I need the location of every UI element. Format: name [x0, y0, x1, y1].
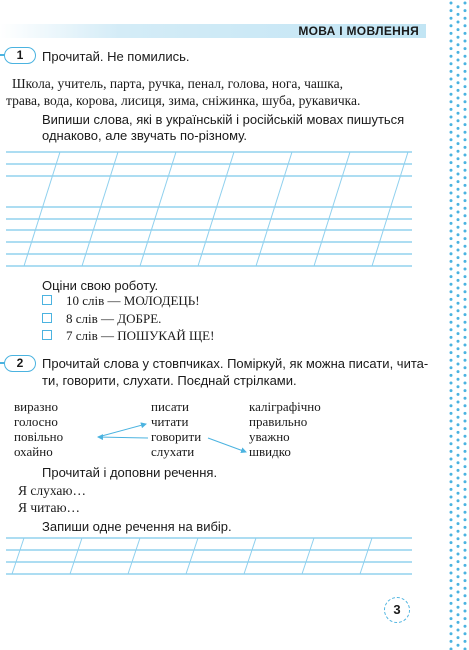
- border-dot: [457, 302, 460, 305]
- sentence-2: Я читаю…: [18, 500, 81, 515]
- writing-lines-2[interactable]: [0, 534, 420, 582]
- border-dot: [464, 556, 467, 559]
- border-dot: [457, 583, 460, 586]
- border-dot: [464, 275, 467, 278]
- adverb-word: виразно: [14, 399, 58, 414]
- border-dot: [450, 245, 453, 248]
- verb-word: говорити: [151, 429, 202, 444]
- border-dot: [457, 43, 460, 46]
- border-dot: [457, 36, 460, 39]
- border-dot: [450, 93, 453, 96]
- border-dot: [464, 154, 467, 157]
- border-dot: [450, 62, 453, 65]
- grade-label-2: 8 слів — ДОБРЕ.: [66, 311, 162, 326]
- border-dot: [450, 32, 453, 35]
- border-dot: [450, 359, 453, 362]
- border-dot: [457, 469, 460, 472]
- example-arrows: [0, 395, 300, 465]
- adverb-word: охайно: [14, 444, 53, 459]
- border-dot: [464, 260, 467, 263]
- border-dot: [450, 108, 453, 111]
- border-dot: [464, 366, 467, 369]
- border-dot: [457, 28, 460, 31]
- border-dot: [464, 70, 467, 73]
- border-dot: [450, 260, 453, 263]
- border-dot: [450, 442, 453, 445]
- border-dot: [464, 549, 467, 552]
- border-dot: [464, 17, 467, 20]
- sentence-1: Я слухаю…: [18, 483, 87, 498]
- border-dot: [450, 382, 453, 385]
- border-dot: [464, 541, 467, 544]
- border-dot: [457, 66, 460, 69]
- border-dot: [457, 249, 460, 252]
- border-dot: [450, 397, 453, 400]
- border-dot: [457, 241, 460, 244]
- border-dot: [457, 135, 460, 138]
- border-dot: [450, 230, 453, 233]
- word-list-line2: трава, вода, корова, лисиця, зима, сніжинка, шуба, рукавичка.: [6, 93, 361, 108]
- border-dot: [464, 85, 467, 88]
- border-dot: [450, 55, 453, 58]
- border-dot: [457, 104, 460, 107]
- border-dot: [450, 78, 453, 81]
- border-dot: [464, 382, 467, 385]
- grade-checkbox-3[interactable]: [42, 330, 52, 340]
- border-dot: [450, 199, 453, 202]
- border-dot: [457, 537, 460, 540]
- grade-checkbox-2[interactable]: [42, 313, 52, 323]
- border-dot: [450, 473, 453, 476]
- border-dot: [464, 579, 467, 582]
- border-dot: [464, 290, 467, 293]
- border-dot: [450, 541, 453, 544]
- border-dot: [464, 473, 467, 476]
- border-dot: [450, 268, 453, 271]
- border-dot: [450, 427, 453, 430]
- border-dot: [457, 591, 460, 594]
- border-dot: [450, 306, 453, 309]
- border-dot: [450, 138, 453, 141]
- border-dot: [450, 404, 453, 407]
- grade-checkbox-1[interactable]: [42, 295, 52, 305]
- border-dot: [450, 70, 453, 73]
- border-dot: [450, 275, 453, 278]
- border-dot: [450, 100, 453, 103]
- border-dot: [450, 564, 453, 567]
- task2-instruction-line1: Прочитай слова у стовпчиках. Поміркуй, як можна писати, чита-: [42, 356, 429, 371]
- adverb-word: голосно: [14, 414, 58, 429]
- border-dot: [450, 328, 453, 331]
- border-dot: [450, 214, 453, 217]
- border-dot: [450, 237, 453, 240]
- border-dot: [457, 226, 460, 229]
- border-dot: [450, 640, 453, 643]
- border-dot: [457, 347, 460, 350]
- border-dot: [464, 625, 467, 628]
- border-dot: [457, 127, 460, 130]
- border-dot: [457, 477, 460, 480]
- border-dot: [457, 332, 460, 335]
- word-list-line1: Школа, учитель, парта, ручка, пенал, голова, нога, чашка,: [12, 76, 344, 91]
- border-dot: [464, 328, 467, 331]
- border-dot: [457, 560, 460, 563]
- border-dot: [450, 632, 453, 635]
- border-dot: [450, 176, 453, 179]
- border-dot: [457, 423, 460, 426]
- border-dot: [450, 458, 453, 461]
- border-dot: [464, 138, 467, 141]
- border-dot: [450, 252, 453, 255]
- border-dot: [457, 271, 460, 274]
- border-dot: [457, 180, 460, 183]
- border-dot: [457, 157, 460, 160]
- border-dot: [457, 499, 460, 502]
- border-dot: [457, 195, 460, 198]
- border-dot: [457, 340, 460, 343]
- border-dot: [450, 161, 453, 164]
- border-dot: [464, 192, 467, 195]
- border-dot: [464, 237, 467, 240]
- border-dot: [450, 222, 453, 225]
- border-dot: [464, 496, 467, 499]
- border-dot: [450, 131, 453, 134]
- border-dot: [457, 515, 460, 518]
- border-dot: [450, 526, 453, 529]
- border-dot: [457, 378, 460, 381]
- border-dot: [450, 572, 453, 575]
- border-dot: [464, 93, 467, 96]
- border-dot: [457, 51, 460, 54]
- border-dot: [457, 484, 460, 487]
- border-dot: [464, 131, 467, 134]
- border-dot: [457, 431, 460, 434]
- border-dot: [464, 214, 467, 217]
- border-dot: [457, 401, 460, 404]
- border-dot: [464, 412, 467, 415]
- border-dot: [464, 245, 467, 248]
- border-dot: [464, 222, 467, 225]
- border-dot: [450, 518, 453, 521]
- border-dot: [450, 116, 453, 119]
- border-dot: [464, 55, 467, 58]
- border-dot: [457, 203, 460, 206]
- border-dot: [464, 450, 467, 453]
- task-number-2: 2: [4, 355, 36, 372]
- border-dot: [457, 81, 460, 84]
- border-dot: [464, 40, 467, 43]
- border-dot: [464, 184, 467, 187]
- border-dot: [464, 24, 467, 27]
- border-dot: [464, 336, 467, 339]
- border-dot: [464, 207, 467, 210]
- border-dot: [450, 496, 453, 499]
- dotted-border: [425, 0, 469, 650]
- border-dot: [457, 530, 460, 533]
- border-dot: [450, 617, 453, 620]
- border-dot: [457, 370, 460, 373]
- border-dot: [457, 59, 460, 62]
- verb-word: писати: [151, 399, 189, 414]
- border-dot: [464, 252, 467, 255]
- border-dot: [457, 416, 460, 419]
- border-dot: [457, 553, 460, 556]
- border-dot: [457, 461, 460, 464]
- border-dot: [450, 602, 453, 605]
- border-dot: [457, 21, 460, 24]
- border-dot: [464, 344, 467, 347]
- border-dot: [450, 313, 453, 316]
- border-dot: [457, 173, 460, 176]
- border-dot: [457, 309, 460, 312]
- border-dot: [464, 268, 467, 271]
- border-dot: [450, 351, 453, 354]
- border-dot: [464, 47, 467, 50]
- section-title: МОВА І МОВЛЕННЯ: [298, 24, 419, 38]
- border-dot: [464, 564, 467, 567]
- border-dot: [457, 363, 460, 366]
- border-dot: [450, 480, 453, 483]
- border-dot: [464, 617, 467, 620]
- border-dot: [457, 218, 460, 221]
- border-dot: [457, 74, 460, 77]
- border-dot: [457, 325, 460, 328]
- border-dot: [464, 176, 467, 179]
- border-dot: [464, 283, 467, 286]
- border-dot: [450, 336, 453, 339]
- border-dot: [450, 412, 453, 415]
- border-dot: [450, 450, 453, 453]
- border-dot: [457, 644, 460, 647]
- border-dot: [450, 123, 453, 126]
- border-dot: [450, 184, 453, 187]
- border-dot: [450, 298, 453, 301]
- border-dot: [457, 233, 460, 236]
- adverb-word: уважно: [249, 429, 290, 444]
- border-dot: [457, 5, 460, 8]
- border-dot: [464, 116, 467, 119]
- border-dot: [464, 465, 467, 468]
- border-dot: [457, 211, 460, 214]
- border-dot: [457, 112, 460, 115]
- grade-label-1: 10 слів — МОЛОДЕЦЬ!: [66, 293, 200, 308]
- border-dot: [450, 154, 453, 157]
- border-dot: [457, 287, 460, 290]
- border-dot: [464, 404, 467, 407]
- border-dot: [464, 359, 467, 362]
- border-dot: [464, 32, 467, 35]
- border-dot: [457, 613, 460, 616]
- border-dot: [457, 294, 460, 297]
- border-dot: [450, 420, 453, 423]
- border-dot: [457, 621, 460, 624]
- border-dot: [450, 389, 453, 392]
- border-dot: [450, 290, 453, 293]
- border-dot: [457, 89, 460, 92]
- adverb-word: правильно: [249, 414, 308, 429]
- border-dot: [464, 610, 467, 613]
- border-dot: [464, 123, 467, 126]
- border-dot: [450, 344, 453, 347]
- border-dot: [450, 465, 453, 468]
- border-dot: [464, 351, 467, 354]
- border-dot: [457, 492, 460, 495]
- border-dot: [457, 522, 460, 525]
- adverb-word: повільно: [14, 429, 64, 444]
- border-dot: [464, 594, 467, 597]
- grade-label-3: 7 слів — ПОШУКАЙ ЩЕ!: [66, 328, 215, 343]
- border-dot: [457, 575, 460, 578]
- border-dot: [457, 636, 460, 639]
- task1-instruction: Прочитай. Не помились.: [42, 49, 190, 64]
- subtask-line2: однаково, але звучать по-різному.: [42, 128, 247, 143]
- border-dot: [464, 442, 467, 445]
- border-dot: [464, 640, 467, 643]
- border-dot: [457, 188, 460, 191]
- border-dot: [457, 165, 460, 168]
- border-dot: [450, 169, 453, 172]
- border-dot: [450, 511, 453, 514]
- task-number-1: 1: [4, 47, 36, 64]
- border-dot: [457, 598, 460, 601]
- border-dot: [450, 534, 453, 537]
- border-dot: [450, 146, 453, 149]
- border-dot: [464, 374, 467, 377]
- border-dot: [450, 488, 453, 491]
- adverb-word: каліграфічно: [249, 399, 321, 414]
- verb-word: слухати: [151, 444, 195, 459]
- border-dot: [464, 9, 467, 12]
- border-dot: [464, 199, 467, 202]
- border-dot: [464, 503, 467, 506]
- border-dot: [457, 385, 460, 388]
- border-dot: [457, 606, 460, 609]
- border-dot: [450, 579, 453, 582]
- border-dot: [464, 2, 467, 5]
- border-dot: [464, 526, 467, 529]
- border-dot: [457, 142, 460, 145]
- border-dot: [457, 408, 460, 411]
- border-dot: [464, 108, 467, 111]
- border-dot: [450, 594, 453, 597]
- border-dot: [450, 9, 453, 12]
- border-dot: [457, 119, 460, 122]
- border-dot: [464, 78, 467, 81]
- border-dot: [457, 545, 460, 548]
- border-dot: [464, 397, 467, 400]
- border-dot: [450, 610, 453, 613]
- border-dot: [464, 480, 467, 483]
- border-dot: [457, 393, 460, 396]
- border-dot: [464, 420, 467, 423]
- task2-instruction-line2: ти, говорити, слухати. Поєднай стрілками.: [42, 373, 297, 388]
- adverb-word: швидко: [249, 444, 291, 459]
- border-dot: [457, 568, 460, 571]
- border-dot: [464, 169, 467, 172]
- border-dot: [457, 279, 460, 282]
- verb-word: читати: [151, 414, 189, 429]
- border-dot: [450, 2, 453, 5]
- border-dot: [464, 602, 467, 605]
- border-dot: [464, 389, 467, 392]
- border-dot: [464, 62, 467, 65]
- border-dot: [464, 146, 467, 149]
- evaluate-label: Оціни свою роботу.: [42, 278, 159, 293]
- border-dot: [464, 298, 467, 301]
- border-dot: [450, 366, 453, 369]
- border-dot: [464, 230, 467, 233]
- border-dot: [450, 85, 453, 88]
- border-dot: [450, 625, 453, 628]
- border-dot: [450, 503, 453, 506]
- border-dot: [457, 507, 460, 510]
- border-dot: [450, 17, 453, 20]
- border-dot: [464, 321, 467, 324]
- border-dot: [464, 632, 467, 635]
- border-dot: [464, 161, 467, 164]
- border-dot: [450, 374, 453, 377]
- border-dot: [457, 317, 460, 320]
- border-dot: [464, 587, 467, 590]
- border-dot: [464, 435, 467, 438]
- border-dot: [450, 283, 453, 286]
- page-number: 3: [384, 597, 410, 623]
- border-dot: [450, 47, 453, 50]
- border-dot: [450, 556, 453, 559]
- complete-instruction: Прочитай і доповни речення.: [42, 465, 218, 480]
- border-dot: [457, 355, 460, 358]
- border-dot: [450, 587, 453, 590]
- border-dot: [457, 439, 460, 442]
- subtask-line1: Випиши слова, які в українській і російській мовах пишуться: [42, 112, 405, 127]
- border-dot: [464, 100, 467, 103]
- border-dot: [457, 454, 460, 457]
- border-dot: [457, 256, 460, 259]
- border-dot: [450, 321, 453, 324]
- border-dot: [464, 427, 467, 430]
- border-dot: [464, 313, 467, 316]
- border-dot: [464, 488, 467, 491]
- border-dot: [457, 13, 460, 16]
- border-dot: [450, 207, 453, 210]
- write-one-instruction: Запиши одне речення на вибір.: [42, 519, 232, 534]
- border-dot: [450, 192, 453, 195]
- border-dot: [457, 264, 460, 267]
- border-dot: [464, 518, 467, 521]
- border-dot: [464, 458, 467, 461]
- border-dot: [464, 572, 467, 575]
- writing-lines-1[interactable]: [0, 148, 420, 272]
- border-dot: [457, 446, 460, 449]
- border-dot: [450, 435, 453, 438]
- border-dot: [457, 97, 460, 100]
- border-dot: [457, 629, 460, 632]
- border-dot: [464, 534, 467, 537]
- border-dot: [450, 40, 453, 43]
- border-dot: [450, 24, 453, 27]
- border-dot: [464, 511, 467, 514]
- border-dot: [450, 549, 453, 552]
- border-dot: [464, 306, 467, 309]
- border-dot: [457, 150, 460, 153]
